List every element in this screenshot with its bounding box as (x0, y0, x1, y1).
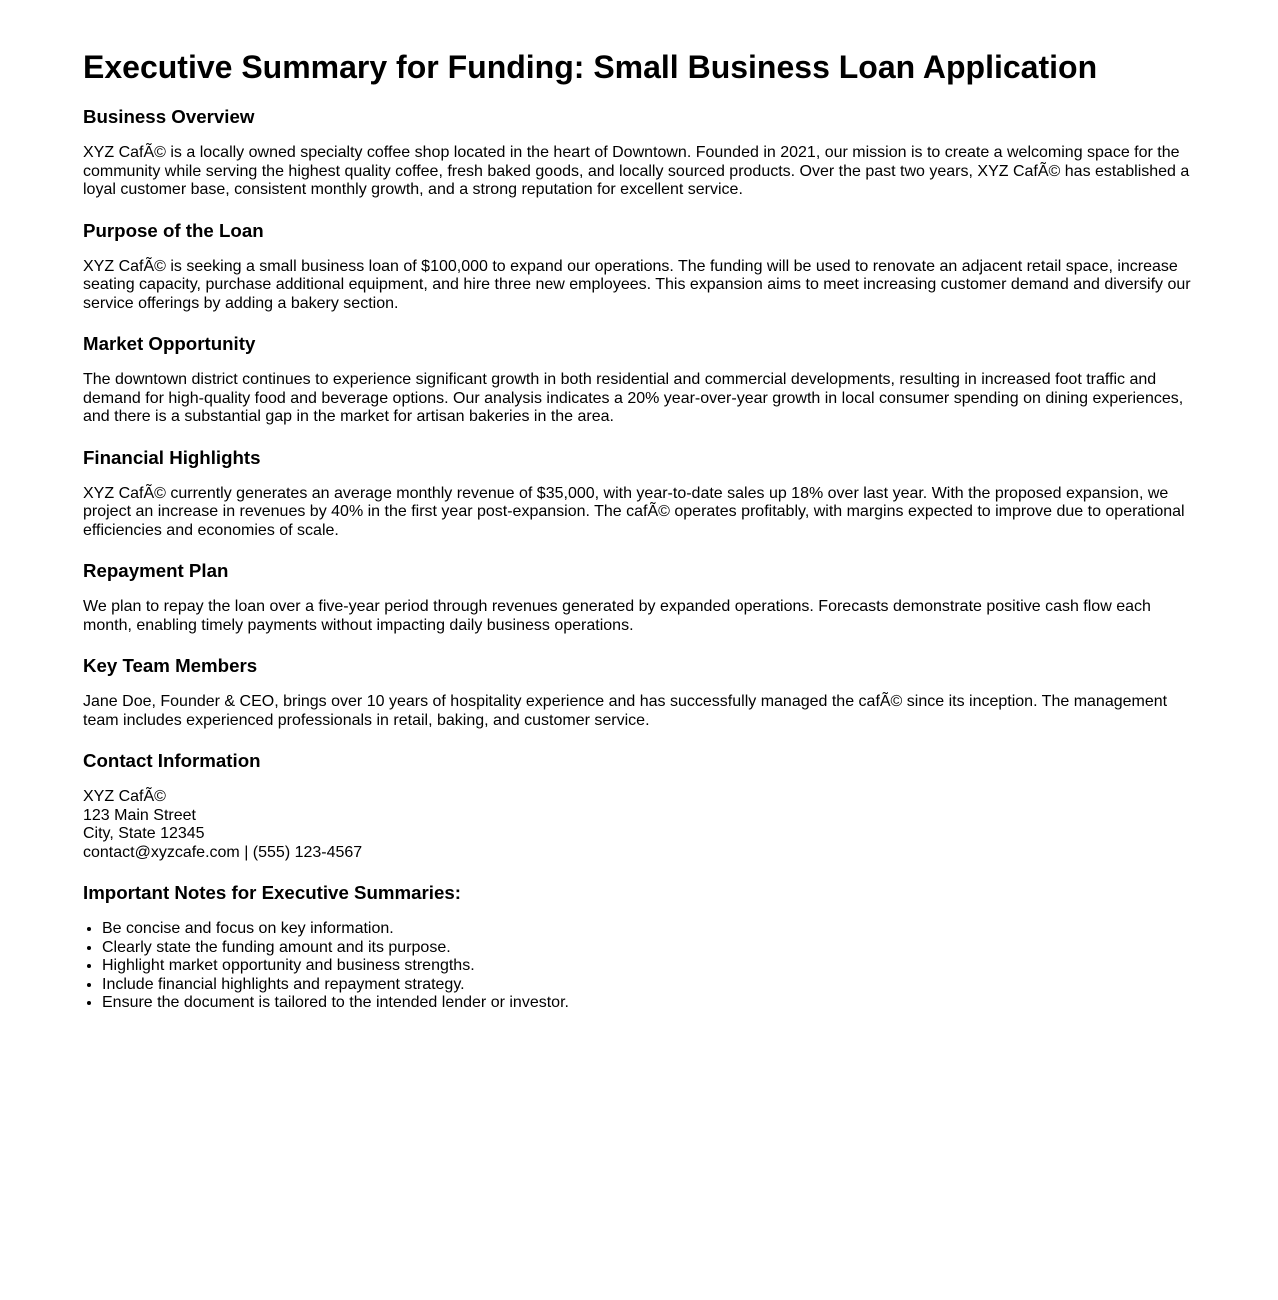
section-paragraph-purpose-of-the-loan: XYZ CafÃ© is seeking a small business loan of $100,000 to expand our operations. The funding will be used to renovate an adjacent retail space, increase seating capacity, purchase additional equipment, and hire three new employees. This expansion aims to meet increasing customer demand and diversify our service offerings by adding a bakery section. (83, 257, 1191, 312)
contact-block (83, 788, 1195, 862)
section-paragraph-key-team-members: Jane Doe, Founder & CEO, brings over 10 years of hospitality experience and has successfully managed the cafÃ© since its inception. The management team includes experienced professionals in retail, baking, and customer service. (83, 693, 1168, 729)
section-heading-market-opportunity: Market Opportunity (83, 333, 256, 354)
section-paragraph-market-opportunity: The downtown district continues to experience significant growth in both residential and commercial developments, resulting in increased foot traffic and demand for high-quality food and beverage options. Our analysis indicates a 20% year-over-year growth in local consumer spending on dining experiences, and there is a substantial gap in the market for artisan bakeries in the area. (83, 371, 1184, 425)
note-item: • Highlight market opportunity and business strengths. (102, 957, 1195, 976)
section-heading-key-team-members: Key Team Members (83, 655, 258, 676)
section-heading-important-notes: Important Notes for Executive Summaries: (83, 882, 462, 903)
section-paragraph-business-overview: XYZ CafÃ© is a locally owned specialty coffee shop located in the heart of Downtown. Founded in 2021, our mission is to create a welcoming space for the community while serving the highest quality coffee, fresh baked goods, and locally sourced products. Over the past two years, XYZ CafÃ© has established a loyal customer base, consistent monthly growth, and a strong reputation for excellent service. (83, 144, 1190, 198)
contact-line-email-phone: contact@xyzcafe.com | (555) 123-4567 (83, 843, 363, 861)
note-item: • Include financial highlights and repayment strategy. (102, 976, 1195, 995)
note-item: • Clearly state the funding amount and its purpose. (102, 939, 1195, 958)
contact-line-company: XYZ CafÃ© (83, 788, 166, 805)
section-heading-repayment-plan: Repayment Plan (83, 560, 229, 581)
section-heading-business-overview: Business Overview (83, 106, 255, 127)
section-heading-financial-highlights: Financial Highlights (83, 446, 261, 468)
note-item: • Ensure the document is tailored to the intended lender or investor. (102, 994, 1195, 1013)
notes-list (83, 920, 1195, 1013)
note-item: • Be concise and focus on key information. (102, 920, 1195, 939)
page-title: Executive Summary for Funding: Small Business Loan Application (83, 49, 1098, 85)
section-heading-purpose-of-the-loan: Purpose of the Loan (83, 219, 264, 241)
contact-line-city: City, State 12345 (83, 825, 205, 842)
section-paragraph-financial-highlights: XYZ CafÃ© currently generates an average monthly revenue of $35,000, with year-to-date sales up 18% over last year. With the proposed expansion, we project an increase in revenues by 40% in the first year post-expansion. The cafÃ© operates profitably, with margins expected to improve due to operational efficiencies and economies of scale. (83, 484, 1185, 539)
section-heading-contact-information: Contact Information (83, 750, 261, 771)
contact-line-street: 123 Main Street (83, 806, 196, 824)
section-paragraph-repayment-plan: We plan to repay the loan over a five-year period through revenues generated by expanded operations. Forecasts demonstrate positive cash flow each month, enabling timely payments without impacting daily business operations. (83, 598, 1151, 634)
